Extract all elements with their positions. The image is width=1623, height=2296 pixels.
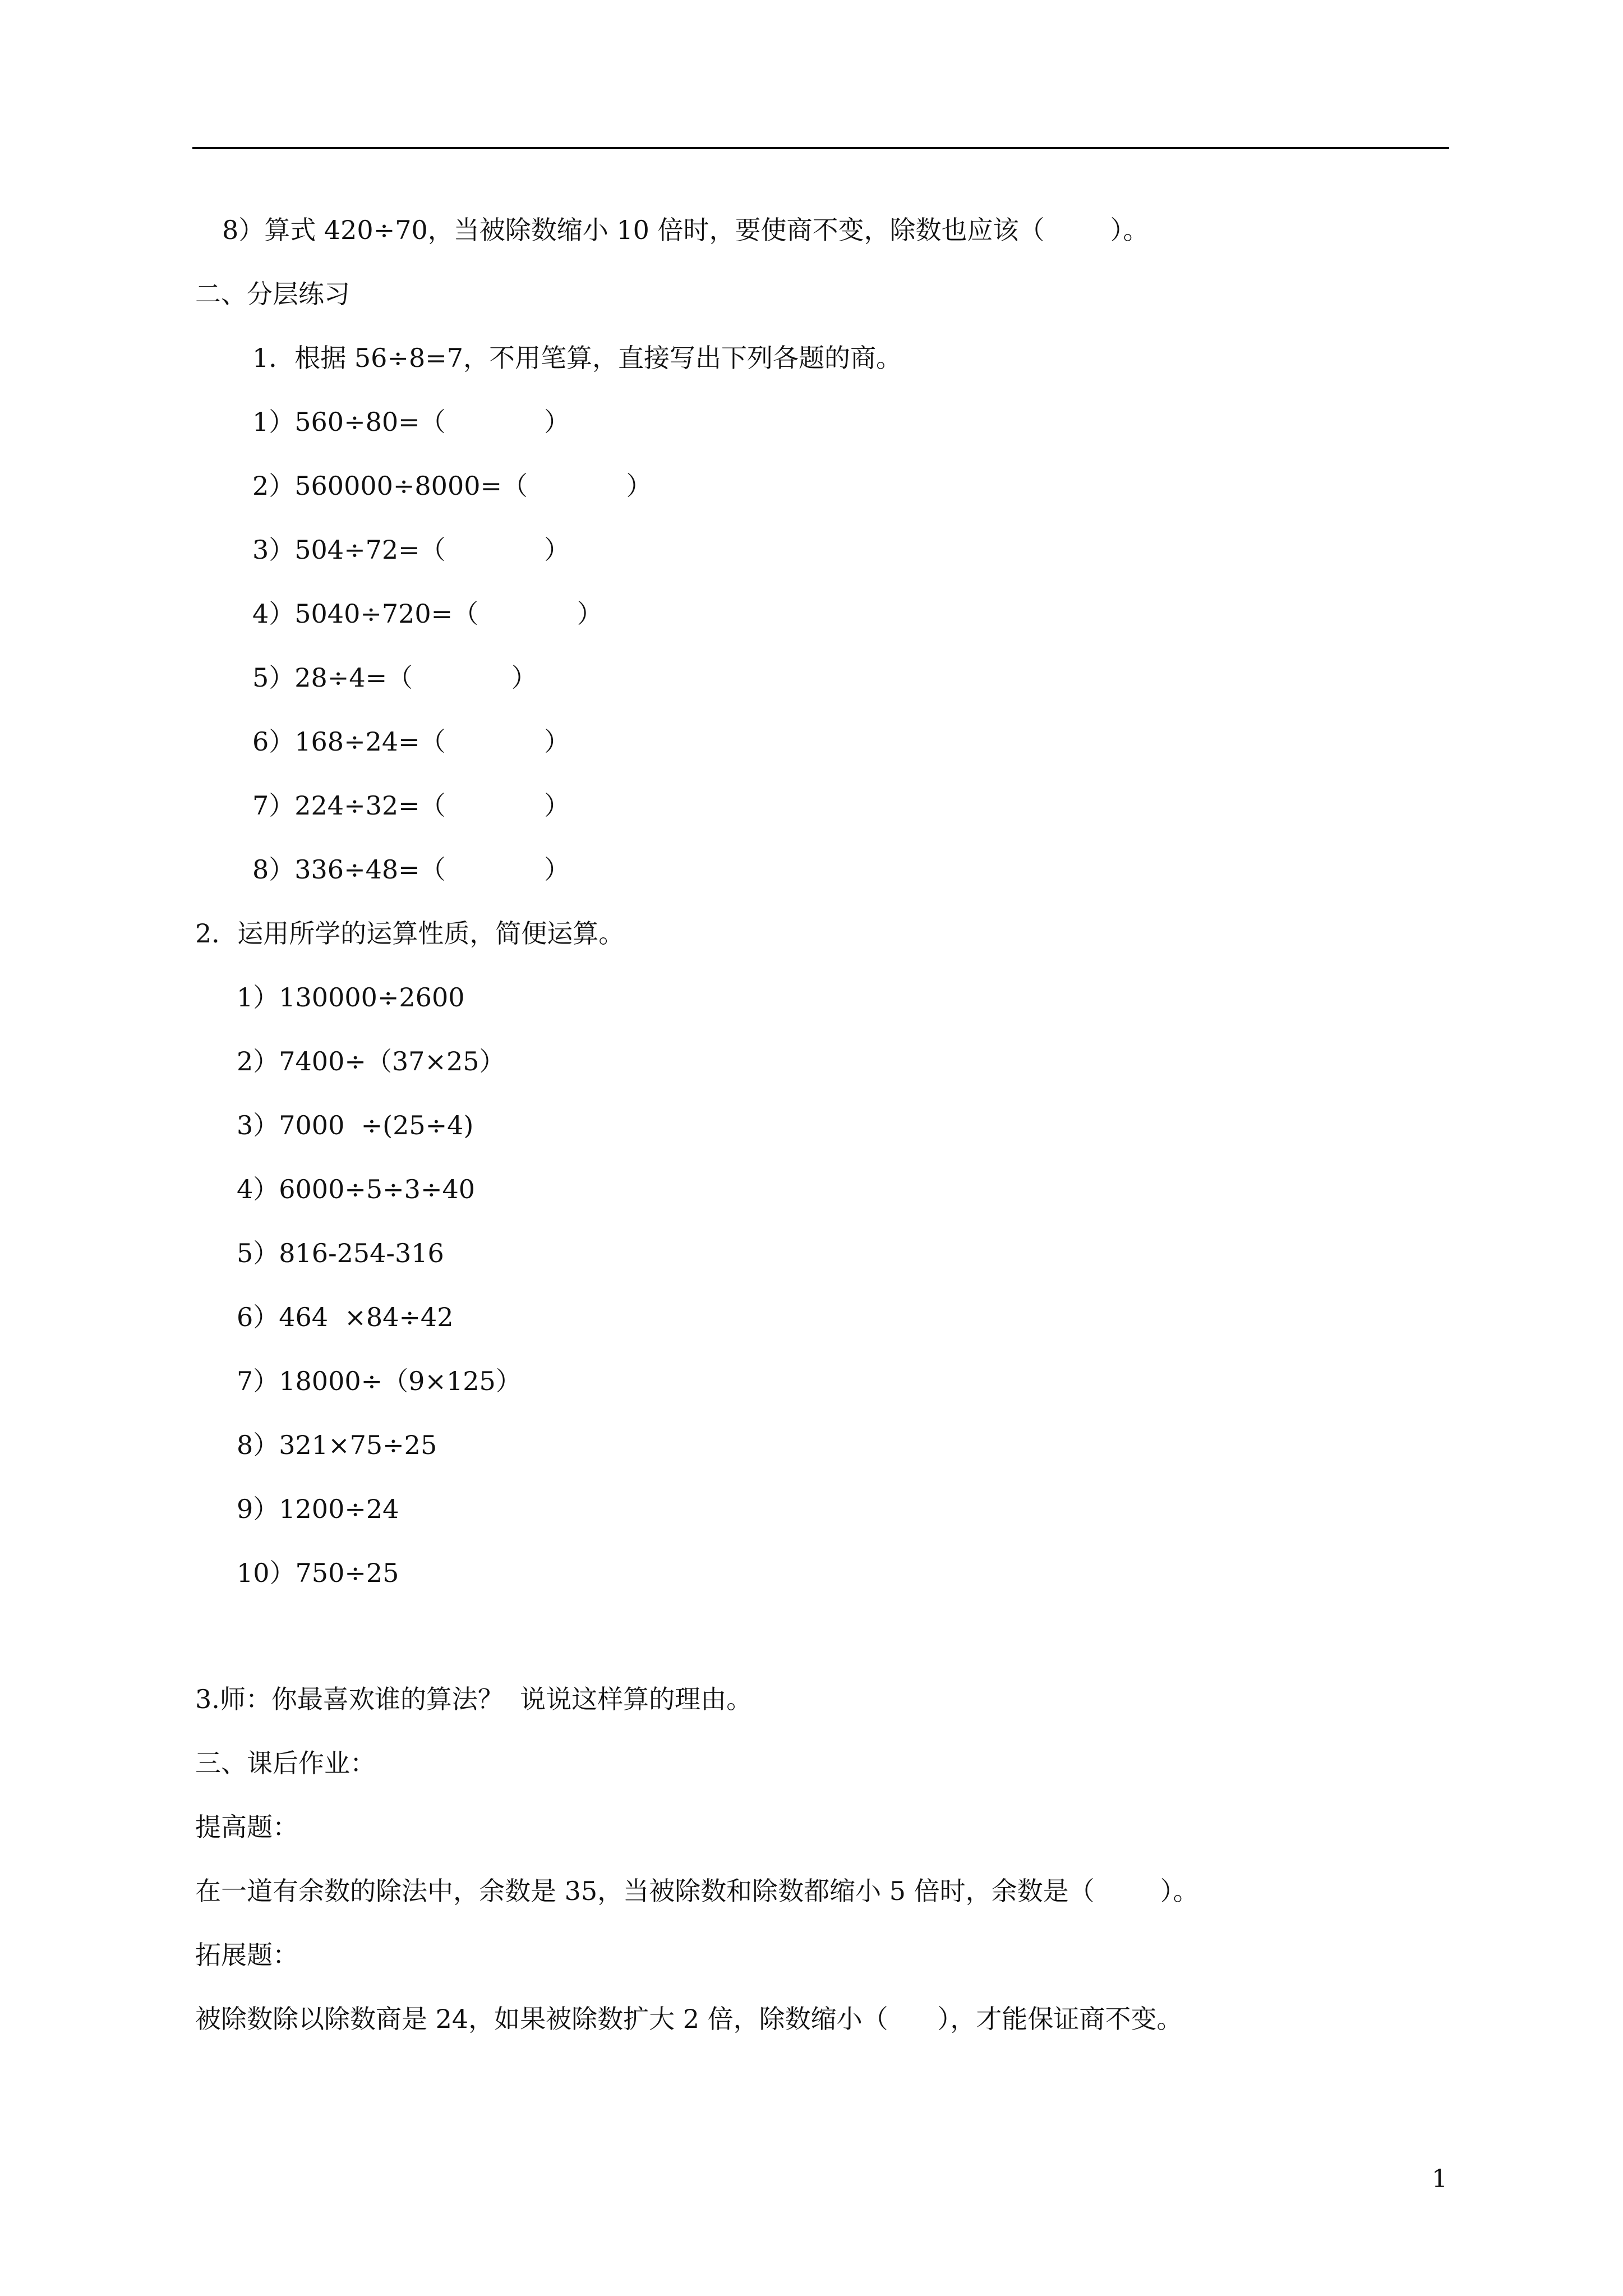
exercise-2-item-1: 1）130000÷2600: [237, 982, 465, 1013]
exercise-1-item-6: 6）168÷24=（ ）: [252, 726, 570, 757]
exercise-2-item-7: 7）18000÷（9×125）: [237, 1366, 522, 1396]
exercise-2-item-3: 3）7000 ÷(25÷4): [237, 1110, 474, 1140]
advanced-problem-text: 在一道有余数的除法中，余数是 35，当被除数和除数都缩小 5 倍时，余数是（ ）。: [195, 1876, 1199, 1906]
exercise-3-discussion: 3.师：你最喜欢谁的算法？ 说说这样算的理由。: [195, 1684, 753, 1714]
exercise-1-item-5: 5）28÷4=（ ）: [252, 662, 537, 693]
page-number: 1: [1432, 2165, 1447, 2193]
exercise-1-item-8: 8）336÷48=（ ）: [252, 854, 570, 885]
exercise-2-item-8: 8）321×75÷25: [237, 1430, 437, 1460]
subheading-extension-problem: 拓展题：: [195, 1940, 298, 1970]
exercise-2-instruction: 2．运用所学的运算性质，简便运算。: [195, 918, 625, 949]
exercise-2-item-9: 9）1200÷24: [237, 1494, 399, 1524]
header-rule: [192, 147, 1449, 149]
exercise-1-item-7: 7）224÷32=（ ）: [252, 790, 570, 821]
exercise-2-item-6: 6）464 ×84÷42: [237, 1302, 454, 1332]
exercise-1-item-4: 4）5040÷720=（ ）: [252, 599, 603, 629]
section-heading-homework: 三、课后作业：: [195, 1748, 376, 1778]
exercise-2-item-10: 10）750÷25: [237, 1558, 399, 1588]
question-8-divisor-change: 8）算式 420÷70，当被除数缩小 10 倍时，要使商不变，除数也应该（ ）。: [222, 215, 1149, 245]
exercise-2-item-4: 4）6000÷5÷3÷40: [237, 1174, 476, 1204]
exercise-2-item-2: 2）7400÷（37×25）: [237, 1046, 505, 1076]
exercise-2-item-5: 5）816-254-316: [237, 1238, 444, 1268]
exercise-1-instruction: 1．根据 56÷8=7，不用笔算，直接写出下列各题的商。: [252, 343, 902, 373]
exercise-1-item-3: 3）504÷72=（ ）: [252, 535, 570, 565]
section-heading-layered-practice: 二、分层练习: [195, 279, 350, 309]
extension-problem-text: 被除数除以除数商是 24，如果被除数扩大 2 倍，除数缩小（ ），才能保证商不变。: [195, 2004, 1183, 2034]
exercise-1-item-1: 1）560÷80=（ ）: [252, 407, 570, 437]
subheading-advanced-problem: 提高题：: [195, 1812, 298, 1842]
exercise-1-item-2: 2）560000÷8000=（ ）: [252, 471, 652, 501]
